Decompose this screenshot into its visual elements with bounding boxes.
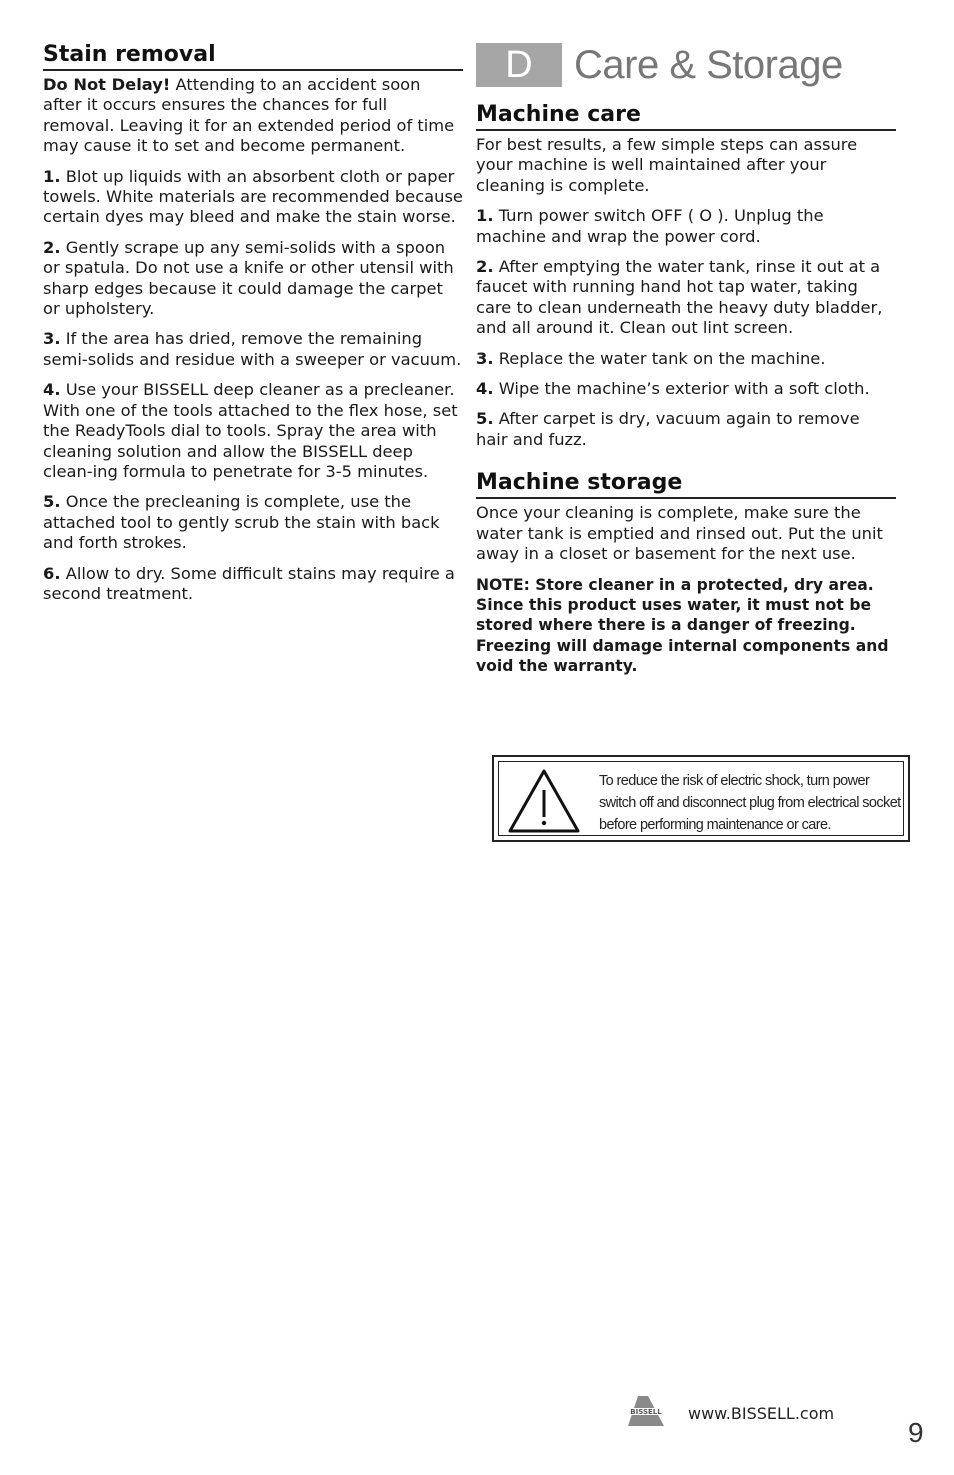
step-number: 5.: [43, 492, 61, 512]
step-number: 2.: [43, 237, 61, 257]
step-text: Replace the water tank on the machine.: [493, 348, 826, 368]
step-text: Allow to dry. Some difficult stains may require a second treatment.: [43, 563, 455, 603]
step-text: Turn power switch OFF ( O ). Unplug the machine and wrap the power cord.: [476, 206, 824, 246]
warning-inner-frame: [498, 761, 904, 836]
machine-storage-intro: Once your cleaning is complete, make sure the water tank is emptied and rinsed out. Put the unit away in a closet or basement for the next use.: [476, 503, 883, 564]
warning-text: To reduce the risk of electric shock, turn power switch off and disconnect plug from electrical socket before performing maintenance or care.: [599, 773, 901, 833]
machine-care-section: [476, 102, 896, 687]
machine-storage-heading: Machine storage: [476, 470, 896, 499]
step-number: 1.: [43, 166, 61, 186]
website-url[interactable]: www.BISSELL.com: [688, 1404, 835, 1423]
page-number: 9: [908, 1417, 924, 1448]
step-text: Wipe the machine’s exterior with a soft cloth.: [493, 379, 870, 399]
care-step: [476, 379, 896, 399]
stain-removal-intro-text: Attending to an accident soon after it occurs ensures the chances for full removal. Leaving it for an extended period of time may cause it to set and become permanent.: [43, 75, 455, 156]
step-text: If the area has dried, remove the remaining semi-solids and residue with a sweeper or vacuum.: [43, 329, 462, 369]
stain-step: [43, 167, 463, 228]
care-step: [476, 349, 896, 369]
step-number: 2.: [476, 257, 494, 277]
step-text: Gently scrape up any semi-solids with a spoon or spatula. Do not use a knife or other utensil with sharp edges because it could damage the carpet or upholstery.: [43, 237, 454, 319]
chapter-letter-box: D: [476, 43, 562, 87]
stain-step: [43, 329, 463, 370]
step-number: 3.: [43, 329, 61, 349]
step-text: Blot up liquids with an absorbent cloth or paper towels. White materials are recommended because certain dyes may bleed and make the stain worse.: [43, 166, 463, 227]
care-step: [476, 206, 896, 247]
warning-triangle-icon: [507, 768, 581, 834]
step-number: 1.: [476, 206, 494, 226]
stain-step: [43, 238, 463, 320]
step-text: Once the precleaning is complete, use the attached tool to gently scrub the stain with back and forth strokes.: [43, 492, 440, 553]
step-number: 4.: [476, 379, 494, 399]
step-number: 6.: [43, 563, 61, 583]
stain-removal-intro: [43, 75, 463, 157]
step-text: Use your BISSELL deep cleaner as a precleaner. With one of the tools attached to the flex hose, set the ReadyTools dial to tools. Spray the area with cleaning solution and allow the BISSELL deep clean-ing formula to penetrate for 3-5 minutes.: [43, 380, 458, 481]
do-not-delay-label: Do Not Delay!: [43, 75, 171, 94]
storage-note: NOTE: Store cleaner in a protected, dry area. Since this product uses water, it must not be stored where there is a danger of freezing. Freezing will damage internal components and void the warranty.: [476, 575, 889, 676]
chapter-title: Care & Storage: [574, 42, 843, 87]
step-text: After emptying the water tank, rinse it out at a faucet with running hand hot tap water, taking care to clean underneath the heavy duty bladder, and all around it. Clean out lint screen.: [476, 257, 883, 338]
warning-box: [492, 755, 910, 842]
chapter-header: [476, 42, 843, 88]
care-step: [476, 257, 896, 339]
step-number: 3.: [476, 348, 494, 368]
care-step: [476, 409, 896, 450]
bissell-logo: [624, 1396, 668, 1426]
machine-care-intro: For best results, a few simple steps can assure your machine is well maintained after your cleaning is complete.: [476, 135, 858, 195]
step-number: 4.: [43, 380, 61, 400]
step-text: After carpet is dry, vacuum again to remove hair and fuzz.: [476, 409, 860, 449]
stain-step: [43, 564, 463, 605]
stain-step: [43, 380, 463, 482]
svg-text:BISSELL: BISSELL: [630, 1408, 662, 1416]
step-number: 5.: [476, 409, 494, 429]
stain-step: [43, 492, 463, 553]
stain-removal-heading: Stain removal: [43, 42, 463, 71]
stain-removal-section: [43, 42, 463, 614]
machine-care-heading: Machine care: [476, 102, 896, 131]
